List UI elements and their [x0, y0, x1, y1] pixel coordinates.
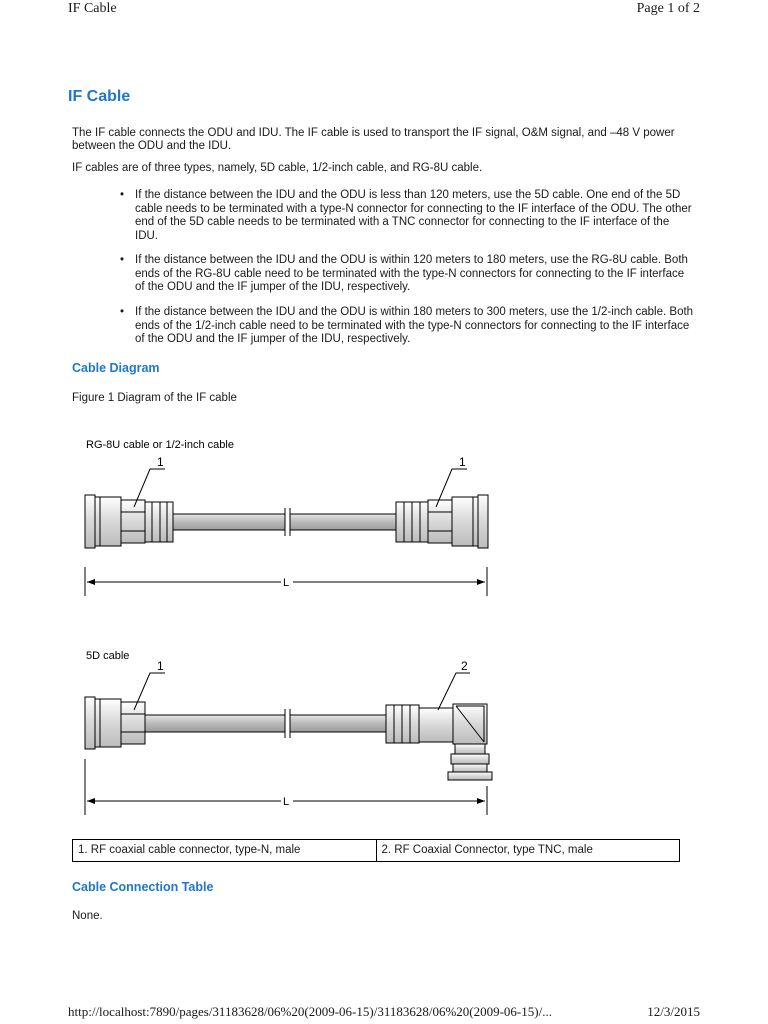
bullet-symbol: • [120, 306, 125, 318]
bullet-text-1: If the distance between the IDU and the ODU is less than 120 meters, use the 5D cable. One end of the 5D cable needs to be terminated with a type-N connector for connecting to the IF interface of the ODU. The other end of the 5D cable needs to be terminated with a TNC connector for connecting to the IF interface of the IDU. [135, 189, 692, 242]
callout-2: 2 [461, 659, 468, 673]
cable1-body [173, 508, 396, 536]
callout-1a: 1 [157, 455, 164, 469]
connection-table-heading: Cable Connection Table [72, 880, 214, 894]
footer-date: 12/3/2015 [647, 1004, 700, 1019]
connection-table-text: None. [72, 910, 103, 922]
length-label-2: L [283, 796, 290, 808]
page-title: IF Cable [68, 88, 131, 105]
footer-url: http://localhost:7890/pages/31183628/06%20(2009-06-15)/31183628/06%20(2009-06-15)/... [68, 1004, 552, 1019]
length-label-1: L [283, 577, 290, 589]
bullet-text-2: If the distance between the IDU and the ODU is within 120 meters to 180 meters, use the RG-8U cable. Both ends of the RG-8U cable need to be terminated with the type-N connectors for connecting to the IF interface of the ODU and the IF jumper of the IDU, respectively. [135, 254, 688, 293]
figure-legend-table [72, 839, 680, 862]
callout-1b: 1 [459, 455, 466, 469]
cable2-body [145, 709, 386, 738]
left-type-n-connector-1 [85, 495, 173, 548]
header-title: IF Cable [68, 1, 117, 16]
bullet-symbol: • [120, 254, 125, 266]
header-page-info: Page 1 of 2 [636, 1, 700, 16]
cable2-label: 5D cable [86, 650, 130, 662]
intro-paragraph-1: The IF cable connects the ODU and IDU. The IF cable is used to transport the IF signal, O&M signal, and –48 V power between the ODU and the IDU. [72, 127, 675, 152]
figure-caption: Figure 1 Diagram of the IF cable [72, 392, 237, 404]
bullet-symbol: • [120, 189, 125, 201]
legend-cell-2: 2. RF Coaxial Connector, type TNC, male [376, 840, 680, 861]
legend-cell-1: 1. RF coaxial cable connector, type-N, male [78, 844, 301, 856]
cable1-label: RG-8U cable or 1/2-inch cable [86, 439, 234, 451]
right-type-n-connector-1 [396, 495, 488, 548]
intro-paragraph-2: IF cables are of three types, namely, 5D cable, 1/2-inch cable, and RG-8U cable. [72, 162, 483, 174]
bullet-text-3: If the distance between the IDU and the ODU is within 180 meters to 300 meters, use the 1/2-inch cable. Both ends of the 1/2-inch cable need to be terminated with the type-N connectors for connecting to the IF interface of the ODU and the IF jumper of the IDU, respectively. [135, 306, 694, 345]
cable-diagram-heading: Cable Diagram [72, 361, 160, 375]
callout-1c: 1 [157, 659, 164, 673]
right-tnc-connector [386, 704, 492, 780]
